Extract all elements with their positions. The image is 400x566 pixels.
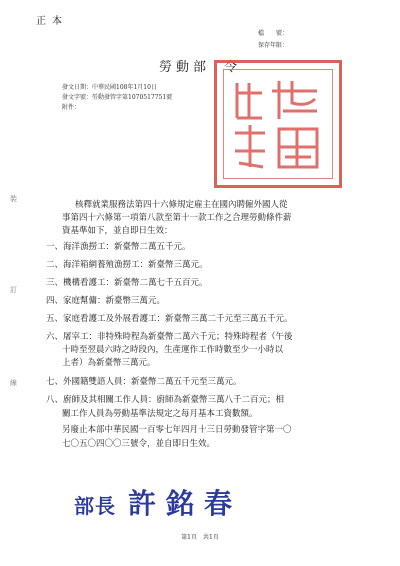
file-number-label: 檔 號： bbox=[258, 30, 289, 37]
org-name: 勞動部 bbox=[158, 60, 210, 75]
list-item: 六、屠宰工：非特殊時程為新臺幣二萬六千元；特殊時程者（午後 bbox=[46, 332, 293, 342]
issue-date: 發文日期：中華民國108年1月10日 bbox=[62, 84, 157, 91]
official-seal bbox=[214, 60, 342, 188]
order-word: 令 bbox=[224, 60, 242, 75]
intro-line-1: 核釋就業服務法第四十六條規定雇主在國內聘僱外國人從 bbox=[75, 200, 288, 210]
list-item-continuation: 上者）為新臺幣三萬元。 bbox=[62, 358, 156, 368]
list-item: 七、外國籍雙語人員：新臺幣二萬五千元至三萬元。 bbox=[46, 377, 242, 387]
closing-line-1: 另廢止本部中華民國一百零七年四月十三日勞動發管字第一〇 bbox=[62, 425, 292, 435]
retention-label: 保存年限： bbox=[258, 42, 289, 49]
list-item: 四、家庭幫傭：新臺幣三萬元。 bbox=[46, 296, 166, 306]
binding-mark-3: 線 bbox=[10, 379, 17, 387]
list-item: 八、廚師及其相關工作人員：廚師為新臺幣三萬八千二百元；相 bbox=[46, 395, 285, 405]
list-item: 五、家庭看護工及外展看護工：新臺幣三萬二千元至三萬五千元。 bbox=[46, 314, 293, 324]
list-item: 一、海洋漁撈工：新臺幣二萬五千元。 bbox=[46, 242, 191, 252]
list-item-continuation: 十時至翌晨六時之時段內，生產運作工作時數至少一小時以 bbox=[62, 345, 284, 355]
signature-title: 部長 bbox=[74, 494, 116, 518]
binding-mark-1: 裝 bbox=[10, 195, 17, 203]
intro-line-2: 事第四十六條第一項第八款至第十一款工作之合理勞動條件薪 bbox=[62, 213, 292, 223]
list-item: 三、機構看護工：新臺幣二萬七千五百元。 bbox=[46, 278, 208, 288]
page-footer: 第1頁 共1頁 bbox=[181, 534, 219, 541]
list-item: 二、海洋箱網養殖漁撈工：新臺幣三萬元。 bbox=[46, 260, 208, 270]
intro-line-3: 資基準如下，並自即日生效： bbox=[62, 226, 173, 236]
signature-name: 許銘春 bbox=[128, 487, 243, 520]
copy-mark: 正本 bbox=[36, 16, 68, 27]
binding-mark-2: 訂 bbox=[10, 286, 17, 294]
attachment-label: 附件： bbox=[62, 104, 81, 111]
reference-number: 發文字號：勞動發管字第1070517751號 bbox=[62, 94, 173, 101]
seal-glyph-icon bbox=[217, 63, 339, 185]
signature bbox=[74, 482, 242, 522]
closing-line-2: 七〇五〇四〇〇三號令，並自即日生效。 bbox=[62, 439, 216, 449]
list-item-continuation: 關工作人員為勞動基準法規定之每月基本工資數額。 bbox=[62, 409, 258, 419]
